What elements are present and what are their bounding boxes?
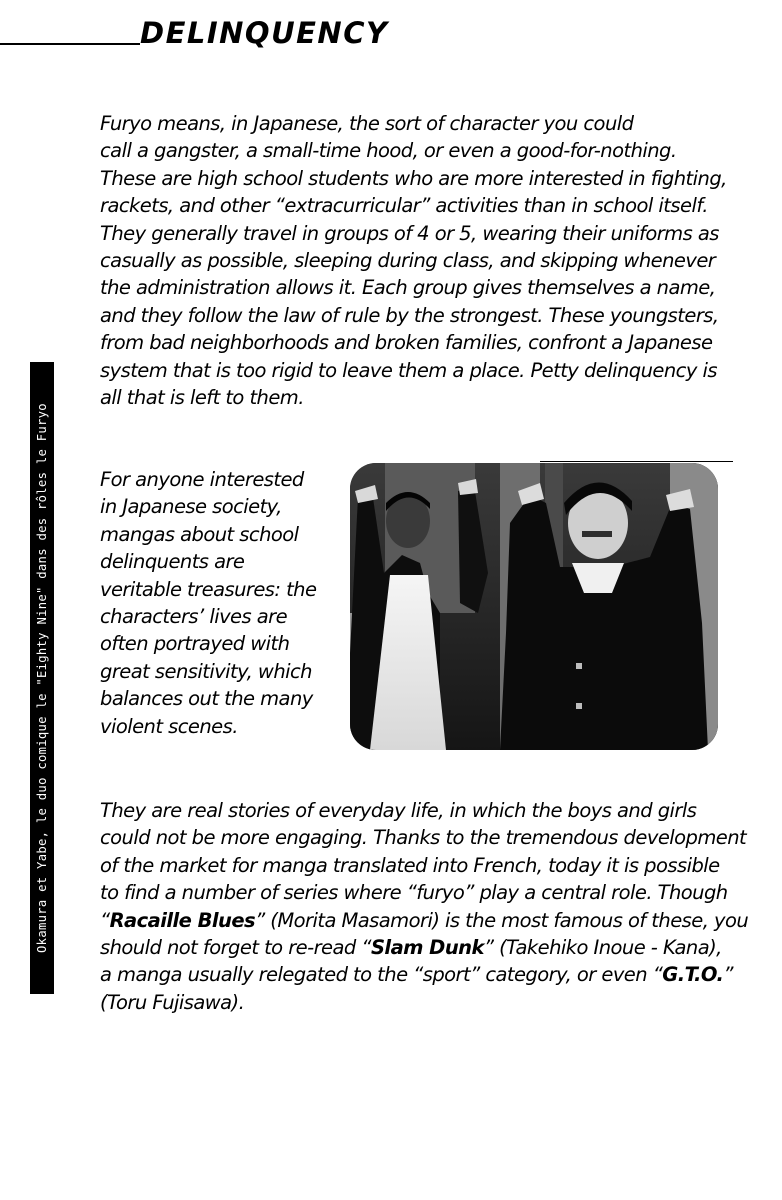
text-line: violent scenes. bbox=[100, 714, 238, 738]
text-line: and they follow the law of rule by the strongest. These youngsters, bbox=[100, 303, 719, 327]
furyo-photo bbox=[350, 463, 718, 750]
text-line: These are high school students who are more interested in fighting, bbox=[100, 166, 727, 190]
page-title: DELINQUENCY bbox=[140, 16, 389, 50]
text-line: great sensitivity, which bbox=[100, 659, 312, 683]
text-fragment: ” (Takehiko Inoue - Kana), bbox=[483, 936, 722, 960]
photo-illustration bbox=[350, 463, 718, 750]
photo-caption-bar bbox=[30, 362, 54, 994]
title-racaille-blues: Racaille Blues bbox=[109, 908, 256, 932]
text-line: call a gangster, a small-time hood, or even a good-for-nothing. bbox=[100, 139, 677, 163]
title-slam-dunk: Slam Dunk bbox=[370, 936, 484, 960]
title-rule bbox=[0, 43, 140, 45]
text-fragment: a manga usually relegated to the “sport” category, or even “ bbox=[100, 963, 663, 987]
text-line: could not be more engaging. Thanks to the tremendous development bbox=[100, 826, 747, 850]
text-line: They generally travel in groups of 4 or 5, wearing their uniforms as bbox=[100, 221, 719, 245]
quote-mark: “ bbox=[100, 908, 110, 932]
text-line: casually as possible, sleeping during class, and skipping whenever bbox=[100, 249, 716, 273]
text-line bbox=[100, 907, 748, 934]
closing-paragraph bbox=[100, 797, 748, 1016]
text-line: often portrayed with bbox=[100, 632, 290, 656]
text-line: of the market for manga translated into French, today it is possible bbox=[100, 853, 720, 877]
text-line: veritable treasures: the bbox=[100, 577, 317, 601]
photo-caption: Okamura et Yabe, le duo comique le "Eighty Nine" dans des rôles le Furyo bbox=[35, 403, 49, 953]
text-line: to find a number of series where “furyo” play a central role. Though bbox=[100, 881, 728, 905]
text-line: rackets, and other “extracurricular” activities than in school itself. bbox=[100, 194, 708, 218]
text-fragment: ” (Morita Masamori) is the most famous of these, you bbox=[255, 908, 749, 932]
title-gto: G.T.O. bbox=[662, 963, 724, 987]
text-line: from bad neighborhoods and broken families, confront a Japanese bbox=[100, 331, 713, 355]
text-fragment: ” bbox=[723, 963, 733, 987]
text-line: Furyo means, in Japanese, the sort of character you could bbox=[100, 112, 634, 135]
text-line: delinquents are bbox=[100, 550, 245, 574]
text-line: (Toru Fujisawa). bbox=[100, 990, 245, 1014]
text-fragment: should not forget to re-read “ bbox=[100, 936, 371, 960]
treasures-paragraph bbox=[100, 466, 316, 740]
intro-paragraph bbox=[100, 110, 727, 411]
text-line: They are real stories of everyday life, in which the boys and girls bbox=[100, 799, 697, 822]
photo-top-rule bbox=[540, 461, 733, 462]
text-line bbox=[100, 961, 748, 988]
text-line: all that is left to them. bbox=[100, 386, 304, 410]
text-line: mangas about school bbox=[100, 522, 299, 546]
text-line: the administration allows it. Each group gives themselves a name, bbox=[100, 276, 716, 300]
text-line: For anyone interested bbox=[100, 468, 304, 491]
text-line: system that is too rigid to leave them a place. Petty delinquency is bbox=[100, 358, 717, 382]
text-line bbox=[100, 934, 748, 961]
text-line: in Japanese society, bbox=[100, 495, 282, 519]
text-line: characters’ lives are bbox=[100, 605, 288, 629]
text-line: balances out the many bbox=[100, 687, 313, 711]
